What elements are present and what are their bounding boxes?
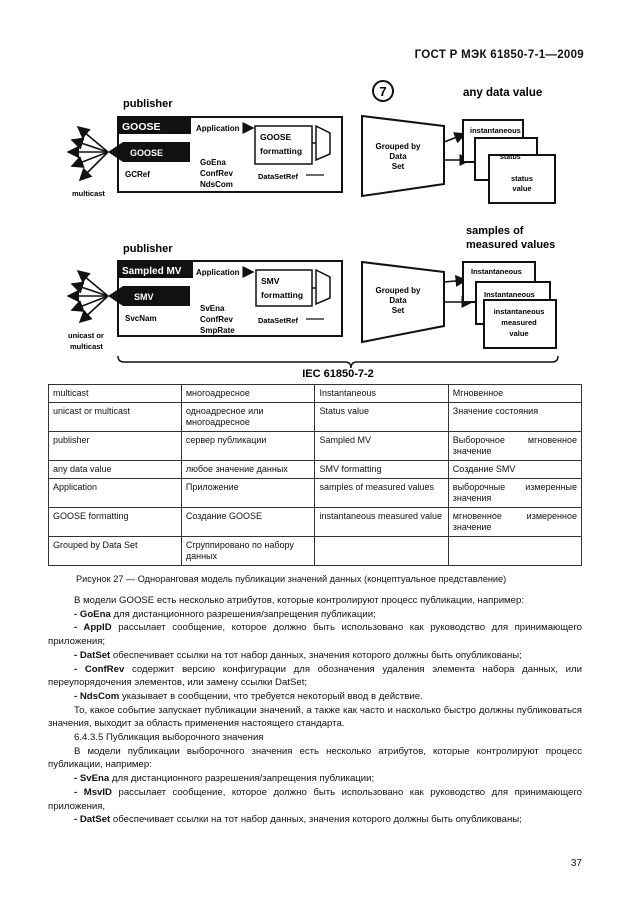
table-cell: multicast [49, 385, 182, 403]
table-row [49, 385, 582, 403]
svg-text:Data: Data [389, 296, 407, 305]
paragraph: В модели публикации выборочного значения есть несколько атрибутов, которые контролируют процесс публикации, например: [48, 745, 582, 771]
svg-text:DataSetRef: DataSetRef [258, 316, 299, 325]
svg-text:measured values: measured values [466, 239, 556, 251]
page-number: 37 [570, 858, 582, 869]
table-cell: Значение состояния [448, 403, 581, 432]
list-item: - SvEna для дистанционного разрешения/запрещения публикации; [74, 773, 375, 785]
svg-text:formatting: formatting [260, 146, 303, 156]
svg-text:GoEna: GoEna [200, 158, 226, 167]
svg-text:ConfRev: ConfRev [200, 315, 233, 324]
body-text [48, 594, 582, 827]
application-label: Application [196, 124, 240, 133]
table-cell: Создание SMV [448, 461, 581, 479]
list-item: - ConfRev содержит версию конфигурации для обозначения удаления элемента набора данных, или переупорядочения элементов, или замену ссылки DatSet; [48, 663, 582, 689]
svg-text:measured: measured [501, 318, 537, 327]
table-cell: SMV formatting [315, 461, 448, 479]
table-row [49, 432, 582, 461]
any-data-value-label: any data value [463, 87, 543, 99]
table-cell: publisher [49, 432, 182, 461]
svg-text:NdsCom: NdsCom [200, 180, 233, 189]
table-cell [315, 537, 448, 566]
svg-text:Application: Application [196, 268, 240, 277]
table-row [49, 508, 582, 537]
list-item: - NdsCom указывает в сообщении, что требуется некоторый ввод в действие. [74, 690, 423, 702]
iec-label: IEC 61850-7-2 [302, 368, 374, 380]
table-cell: Создание GOOSE [181, 508, 315, 537]
svg-text:Grouped by: Grouped by [375, 286, 421, 295]
table-cell: unicast or multicast [49, 403, 182, 432]
goose-block-name: GOOSE [122, 121, 161, 133]
svg-text:instantaneous: instantaneous [470, 126, 521, 135]
table-cell: одноадресное или многоадресное [181, 403, 315, 432]
svg-text:formatting: formatting [261, 290, 304, 300]
table-cell: Сгруппировано по набору данных [181, 537, 315, 566]
table-cell: instantaneous measured value [315, 508, 448, 537]
svg-text:SMV: SMV [134, 292, 154, 302]
paragraph: В модели GOOSE есть несколько атрибутов, которые контролируют процесс публикации, например: [74, 595, 524, 606]
svg-text:value: value [509, 329, 529, 338]
table-cell: любое значение данных [181, 461, 315, 479]
publisher-model-diagram [0, 0, 630, 385]
step-badge [373, 81, 393, 101]
list-item: - AppID рассылает сообщение, которое должно быть использовано как руководство для принимающего приложения; [48, 622, 582, 648]
paragraph: То, какое событие запускает публикации значений, а также как часто и насколько быстро должны публиковаться значения, выходит за область применения настоящего стандарта. [48, 704, 582, 730]
table-cell: Выборочное мгновенное значение [448, 432, 581, 461]
svg-text:status: status [500, 154, 521, 161]
svg-text:Grouped by: Grouped by [375, 142, 421, 151]
publisher-label-2: publisher [123, 243, 173, 255]
svg-text:status: status [510, 174, 534, 183]
unicast-label: unicast or [68, 331, 104, 340]
table-row [49, 461, 582, 479]
svg-text:SmpRate: SmpRate [200, 326, 235, 335]
publisher-label: publisher [123, 98, 173, 110]
multicast-label: multicast [72, 189, 105, 198]
table-cell: Мгновенное [448, 385, 581, 403]
datasetref-label: DataSetRef [258, 172, 299, 181]
list-item: - DatSet обеспечивает ссылки на тот набор данных, значения которого должны быть опубликованы; [74, 649, 522, 661]
table-row [49, 537, 582, 566]
svg-text:value: value [512, 184, 532, 193]
svg-text:Set: Set [391, 306, 405, 315]
svg-text:Instantaneous: Instantaneous [471, 267, 522, 276]
table-cell: samples of measured values [315, 479, 448, 508]
table-cell: многоадресное [181, 385, 315, 403]
svg-text:Data: Data [389, 152, 407, 161]
gcref-label: GCRef [125, 170, 150, 179]
table-cell: Sampled MV [315, 432, 448, 461]
list-item: - MsvID рассылает сообщение, которое должно быть использовано как руководство для принимающего приложения, [48, 786, 582, 812]
table-row [49, 403, 582, 432]
smv-block-name: Sampled MV [122, 266, 182, 277]
svg-text:Set: Set [391, 162, 405, 171]
svg-text:ConfRev: ConfRev [200, 169, 233, 178]
samples-label: samples of [466, 225, 524, 237]
svg-text:GOOSE: GOOSE [130, 148, 164, 158]
table-cell: any data value [49, 461, 182, 479]
table-cell: сервер публикации [181, 432, 315, 461]
table-cell: выборочные измеренные значения [448, 479, 581, 508]
svg-text:SvEna: SvEna [200, 304, 225, 313]
table-cell [448, 537, 581, 566]
svg-text:7: 7 [379, 84, 387, 99]
svg-text:Instantaneous: Instantaneous [484, 290, 535, 299]
table-row [49, 479, 582, 508]
svg-text:GOOSE: GOOSE [260, 132, 292, 142]
table-cell: Application [49, 479, 182, 508]
svg-text:multicast: multicast [70, 342, 103, 351]
table-cell: GOOSE formatting [49, 508, 182, 537]
glossary-table [48, 384, 582, 566]
table-cell: Приложение [181, 479, 315, 508]
document-header: ГОСТ Р МЭК 61850-7-1—2009 [414, 49, 584, 61]
table-cell: мгновенное измеренное значение [448, 508, 581, 537]
figure-caption: Рисунок 27 — Одноранговая модель публикации значений данных (концептуальное представление) [76, 574, 507, 584]
iec-brace [118, 356, 558, 368]
section-heading: 6.4.3.5 Публикация выборочного значения [74, 732, 264, 744]
list-item: - GoEna для дистанционного разрешения/запрещения публикации; [74, 608, 376, 620]
table-cell: Instantaneous [315, 385, 448, 403]
svg-text:SMV: SMV [261, 276, 280, 286]
svg-text:instantaneous: instantaneous [493, 307, 545, 316]
svcnam-label: SvcNam [125, 314, 157, 323]
list-item: - DatSet обеспечивает ссылки на тот набор данных, значения которого должны быть опубликованы; [74, 814, 522, 826]
table-cell: Status value [315, 403, 448, 432]
table-cell: Grouped by Data Set [49, 537, 182, 566]
